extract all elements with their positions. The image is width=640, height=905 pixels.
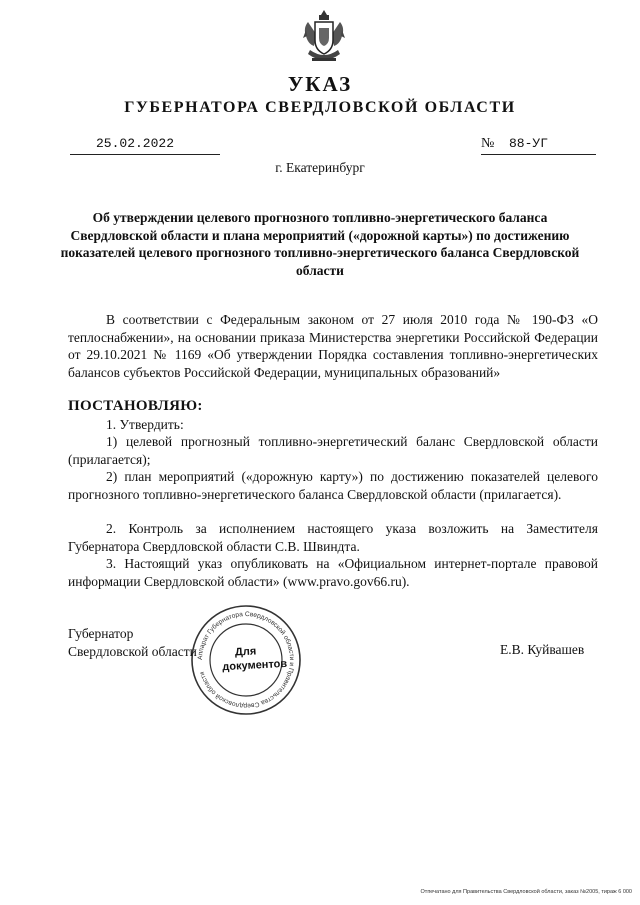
decree-word: ПОСТАНОВЛЯЮ: (68, 398, 203, 414)
position-line-1: Губернатор (68, 626, 134, 641)
number-label: № (481, 136, 495, 151)
issuer-subtitle: ГУБЕРНАТОРА СВЕРДЛОВСКОЙ ОБЛАСТИ (124, 99, 516, 116)
decree-date: 25.02.2022 (96, 136, 175, 151)
decree-number: 88-УГ (509, 136, 549, 151)
number-underline (481, 154, 596, 155)
city: г. Екатеринбург (275, 160, 365, 175)
coat-of-arms-icon (302, 8, 346, 66)
document-type-title: УКАЗ (287, 72, 353, 96)
print-footer: Отпечатано для Правительства Свердловской области, заказ №2005, тираж 6 000 (420, 889, 632, 895)
stamp-line-2: документов (222, 657, 288, 674)
stamp-ring-text: Аппарат Губернатора Свердловской области и Правительства Свердловской области (196, 610, 296, 710)
decree-item: 3. Настоящий указ опубликовать на «Официальном интернет-портале правовой информации Свердловской области» (www.pravo.gov66.ru). (68, 556, 598, 589)
date-underline (70, 154, 220, 155)
decree-item: 2) план мероприятий («дорожную карту») по достижению показателей целевого прогнозного топливно-энергетического баланса Свердловской области (прилагается). (68, 469, 598, 502)
decree-item: 1. Утвердить: (106, 417, 184, 432)
decree-item: 2. Контроль за исполнением настоящего указа возложить на Заместителя Губернатора Свердловской области С.В. Швиндта. (68, 521, 598, 554)
preamble-paragraph: В соответствии с Федеральным законом от 27 июля 2010 года № 190-ФЗ «О теплоснабжении», на основании приказа Министерства энергетики Российской Федерации от 29.10.2021 № 1169 «Об утверждении Порядка составления топливно-энергетических балансов субъектов Российской Федерации, муниципальных образований» (68, 312, 598, 380)
signatory-position (68, 625, 197, 660)
stamp-center-text (221, 644, 288, 674)
signatory-name: Е.В. Куйвашев (500, 642, 585, 657)
position-line-2: Свердловской области (68, 643, 197, 659)
stamp-line-1: Для (234, 645, 257, 659)
decree-item: 1) целевой прогнозный топливно-энергетический баланс Свердловской области (прилагается); (68, 434, 598, 467)
document-title: Об утверждении целевого прогнозного топливно-энергетического баланса Свердловской области и плана мероприятий («дорожной карты») по достижению показателей целевого прогнозного топливно-энергетического баланса Свердловской области (60, 210, 580, 278)
